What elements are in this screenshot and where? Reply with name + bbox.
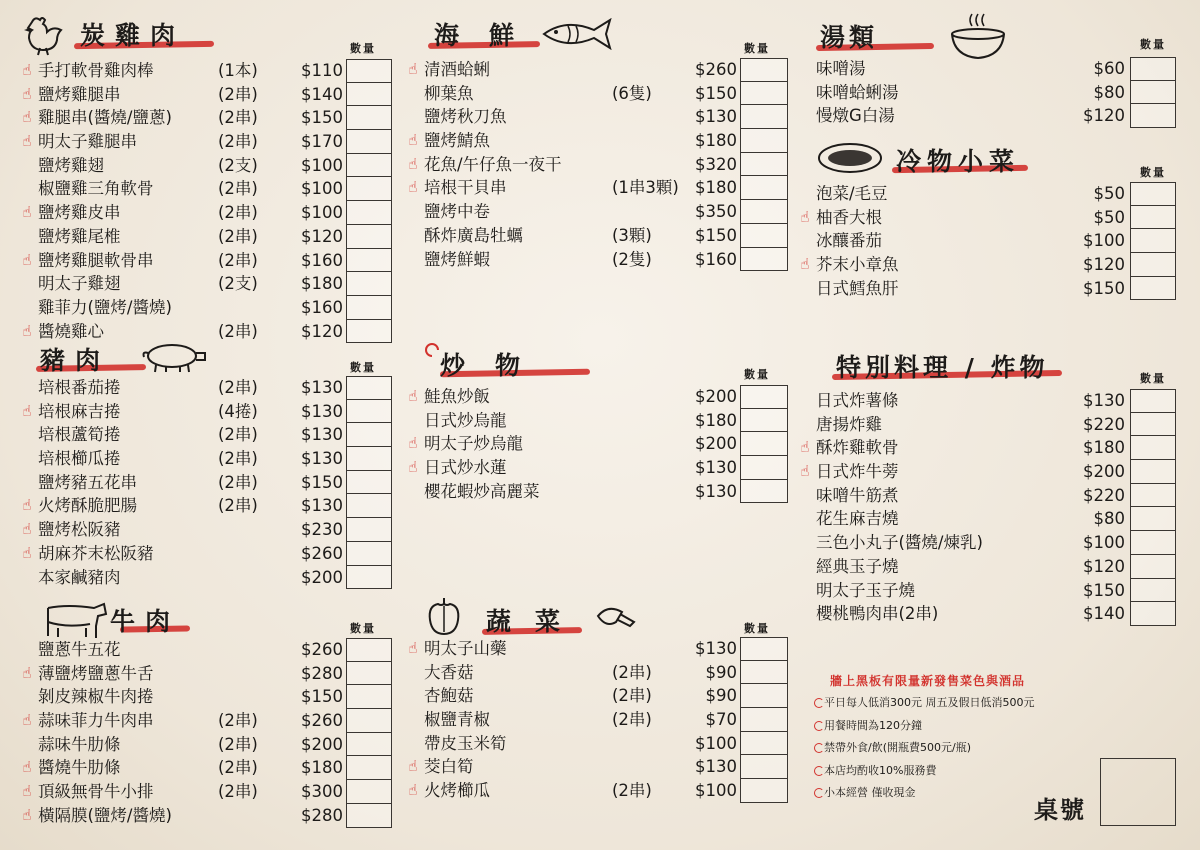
quantity-box[interactable] <box>346 177 392 201</box>
quantity-box[interactable] <box>346 423 392 447</box>
quantity-box[interactable] <box>1130 531 1176 555</box>
item-name: 櫻桃鴨肉串(2串) <box>816 604 939 624</box>
item-price: $180 <box>1083 438 1125 458</box>
quantity-box[interactable] <box>346 709 392 733</box>
item-name: 明太子炒烏龍 <box>424 434 523 454</box>
item-unit: (2串) <box>218 108 258 128</box>
thumbs-up-icon: ☝ <box>22 321 32 340</box>
item-price: $140 <box>1083 604 1125 624</box>
item-price: $60 <box>1093 59 1125 78</box>
quantity-box[interactable] <box>740 385 788 409</box>
quantity-box[interactable] <box>346 272 392 296</box>
quantity-box[interactable] <box>740 58 788 82</box>
item-unit: (2串) <box>218 711 258 731</box>
item-name: 鹽烤雞尾椎 <box>38 226 121 246</box>
quantity-box[interactable] <box>1130 206 1176 230</box>
note-item: 用餐時間為120分鐘 <box>812 715 1172 738</box>
quantity-box[interactable] <box>1130 602 1176 626</box>
quantity-box[interactable] <box>346 662 392 686</box>
item-name: 日式炒烏龍 <box>424 410 507 430</box>
item-name: 花魚/午仔魚一夜干 <box>424 154 562 174</box>
item-price: $200 <box>695 434 737 454</box>
thumbs-up-icon: ☝ <box>408 178 418 197</box>
item-price: $230 <box>301 520 343 540</box>
item-name: 鹽烤雞皮串 <box>38 203 121 223</box>
note-item: 平日每人低消300元 周五及假日低消500元 <box>812 692 1172 715</box>
item-name: 鹽烤雞腿串 <box>38 84 121 104</box>
quantity-box[interactable] <box>740 661 788 685</box>
quantity-box[interactable] <box>346 296 392 320</box>
item-price: $280 <box>301 805 343 825</box>
thumbs-up-icon: ☝ <box>22 758 32 777</box>
quantity-box[interactable] <box>1130 507 1176 531</box>
item-unit: (2串) <box>218 250 258 270</box>
item-unit: (2串) <box>218 179 258 199</box>
quantity-box[interactable] <box>346 249 392 273</box>
item-price: $140 <box>301 84 343 104</box>
quantity-box[interactable] <box>740 684 788 708</box>
quantity-box[interactable] <box>1130 484 1176 508</box>
table-number-label: 桌號 <box>1034 796 1086 824</box>
mushroom-icon <box>594 604 638 630</box>
quantity-box[interactable] <box>740 224 788 248</box>
thumbs-up-icon: ☝ <box>22 108 32 127</box>
item-name: 火烤酥脆肥腸 <box>38 496 137 516</box>
item-name: 椒鹽青椒 <box>424 710 490 730</box>
item-price: $50 <box>1093 184 1125 203</box>
quantity-box[interactable] <box>740 708 788 732</box>
item-unit: (2串) <box>218 472 258 492</box>
item-name: 培根櫛瓜捲 <box>38 449 121 469</box>
item-price: $130 <box>301 496 343 516</box>
quantity-box[interactable] <box>346 733 392 757</box>
item-unit: (2串) <box>218 84 258 104</box>
item-price: $350 <box>695 202 737 222</box>
item-price: $130 <box>695 757 737 777</box>
item-name: 三色小丸子(醬燒/煉乳) <box>816 533 983 553</box>
item-price: $160 <box>301 297 343 317</box>
item-price: $130 <box>695 107 737 127</box>
item-price: $120 <box>1083 255 1125 275</box>
fish-icon <box>540 18 616 50</box>
item-name: 日式炸牛蒡 <box>816 462 899 482</box>
thumbs-up-icon: ☝ <box>408 781 418 800</box>
item-name: 酥炸廣島牡蠣 <box>424 225 523 245</box>
quantity-box[interactable] <box>740 732 788 756</box>
item-name: 手打軟骨雞肉棒 <box>38 61 154 80</box>
thumbs-up-icon: ☝ <box>22 711 32 730</box>
quantity-box[interactable] <box>1130 104 1176 128</box>
item-unit: (1串3顆) <box>612 178 679 198</box>
item-name: 椒鹽雞三角軟骨 <box>38 179 154 199</box>
thumbs-up-icon: ☝ <box>408 458 418 477</box>
item-name: 杏鮑菇 <box>424 686 474 706</box>
item-price: $150 <box>301 108 343 128</box>
item-name: 培根蘆筍捲 <box>38 425 121 445</box>
item-name: 柚香大根 <box>816 207 882 227</box>
item-unit: (2隻) <box>612 249 652 269</box>
item-price: $160 <box>301 250 343 270</box>
item-name: 櫻花蝦炒高麗菜 <box>424 481 540 501</box>
item-price: $110 <box>301 61 343 80</box>
quantity-box[interactable] <box>346 83 392 107</box>
quantity-box[interactable] <box>346 471 392 495</box>
quantity-box[interactable] <box>346 154 392 178</box>
qty-label: 數量 <box>744 622 770 635</box>
table-number-box[interactable] <box>1100 758 1176 826</box>
item-price: $150 <box>1083 580 1125 600</box>
item-name: 醬燒雞心 <box>38 321 104 341</box>
item-price: $130 <box>695 458 737 478</box>
item-price: $130 <box>1083 391 1125 410</box>
qty-label: 數量 <box>744 368 770 381</box>
quantity-box[interactable] <box>346 320 392 344</box>
item-price: $100 <box>695 733 737 753</box>
thumbs-up-icon: ☝ <box>22 84 32 103</box>
item-name: 日式炸薯條 <box>816 391 899 410</box>
item-unit: (2支) <box>218 155 258 175</box>
item-price: $180 <box>301 758 343 778</box>
qty-label: 數量 <box>350 622 376 635</box>
item-price: $70 <box>705 710 737 730</box>
item-price: $180 <box>695 178 737 198</box>
item-unit: (2串) <box>218 425 258 445</box>
item-price: $160 <box>695 249 737 269</box>
item-unit: (2串) <box>218 496 258 516</box>
item-name: 日式炒水蓮 <box>424 458 507 478</box>
note-item: 本店均酌收10%服務費 <box>812 760 1172 783</box>
item-price: $150 <box>695 225 737 245</box>
item-name: 剝皮辣椒牛肉捲 <box>38 687 154 707</box>
quantity-box[interactable] <box>346 201 392 225</box>
quantity-box[interactable] <box>1130 413 1176 437</box>
quantity-box[interactable] <box>1130 389 1176 413</box>
item-name: 泡菜/毛豆 <box>816 184 888 203</box>
thumbs-up-icon: ☝ <box>22 496 32 515</box>
quantity-box[interactable] <box>740 432 788 456</box>
item-price: $50 <box>1093 207 1125 227</box>
item-unit: (2支) <box>218 274 258 294</box>
quantity-box[interactable] <box>1130 436 1176 460</box>
item-price: $280 <box>301 663 343 683</box>
item-price: $120 <box>301 321 343 341</box>
item-name: 清酒蛤蜊 <box>424 60 490 79</box>
item-name: 明太子雞腿串 <box>38 132 137 152</box>
quantity-box[interactable] <box>1130 555 1176 579</box>
section-title: 湯類 <box>820 23 879 52</box>
item-name: 鹽烤雞翅 <box>38 155 104 175</box>
item-unit: (2串) <box>218 449 258 469</box>
item-price: $130 <box>301 449 343 469</box>
notes-headline: 牆上黑板有限量新發售菜色與酒品 <box>830 674 1026 688</box>
item-name: 日式鱈魚肝 <box>816 278 899 298</box>
item-price: $150 <box>301 472 343 492</box>
quantity-box[interactable] <box>346 59 392 83</box>
item-name: 大香菇 <box>424 662 474 682</box>
item-price: $150 <box>1083 278 1125 298</box>
quantity-box[interactable] <box>740 176 788 200</box>
quantity-box[interactable] <box>346 780 392 804</box>
quantity-box[interactable] <box>1130 57 1176 81</box>
item-price: $180 <box>695 410 737 430</box>
item-price: $130 <box>695 481 737 501</box>
item-price: $200 <box>1083 462 1125 482</box>
quantity-box[interactable] <box>1130 460 1176 484</box>
item-name: 鹽烤鮮蝦 <box>424 249 490 269</box>
section-title: 豬肉 <box>40 346 111 375</box>
item-name: 鹽烤松阪豬 <box>38 520 121 540</box>
item-unit: (2串) <box>218 378 258 397</box>
item-name: 胡麻芥末松阪豬 <box>38 543 154 563</box>
quantity-box[interactable] <box>740 409 788 433</box>
item-unit: (2串) <box>218 758 258 778</box>
item-name: 慢燉G白湯 <box>816 106 895 126</box>
quantity-box[interactable] <box>346 130 392 154</box>
note-item: 小本經營 僅收現金 <box>812 782 1172 805</box>
item-name: 味噌湯 <box>816 59 866 78</box>
item-price: $260 <box>301 640 343 659</box>
item-unit: (2串) <box>218 782 258 802</box>
item-name: 鹽蔥牛五花 <box>38 640 121 659</box>
item-price: $100 <box>301 203 343 223</box>
quantity-box[interactable] <box>740 82 788 106</box>
item-price: $300 <box>301 782 343 802</box>
item-price: $100 <box>1083 533 1125 553</box>
qty-label: 數量 <box>350 42 376 55</box>
rooster-icon <box>22 14 68 56</box>
item-price: $260 <box>695 60 737 79</box>
item-unit: (3顆) <box>612 225 652 245</box>
quantity-box[interactable] <box>1130 277 1176 301</box>
quantity-box[interactable] <box>1130 579 1176 603</box>
thumbs-up-icon: ☝ <box>22 61 32 79</box>
item-price: $90 <box>705 686 737 706</box>
item-price: $80 <box>1093 509 1125 529</box>
thumbs-up-icon: ☝ <box>22 543 32 562</box>
item-name: 鹽烤中卷 <box>424 202 490 222</box>
thumbs-up-icon: ☝ <box>800 462 810 481</box>
swirl-icon <box>424 342 440 358</box>
item-unit: (2串) <box>218 132 258 152</box>
thumbs-up-icon: ☝ <box>22 805 32 824</box>
item-price: $130 <box>301 401 343 421</box>
item-price: $170 <box>301 132 343 152</box>
section-title: 海鮮 <box>434 21 545 50</box>
section-title: 牛肉 <box>110 607 181 636</box>
item-name: 醬燒牛肋條 <box>38 758 121 778</box>
item-name: 柳葉魚 <box>424 83 474 103</box>
item-price: $120 <box>1083 556 1125 576</box>
item-name: 明太子玉子燒 <box>816 580 915 600</box>
cow-icon <box>38 600 110 640</box>
item-unit: (2串) <box>612 781 652 801</box>
item-price: $120 <box>301 226 343 246</box>
item-price: $320 <box>695 154 737 174</box>
thumbs-up-icon: ☝ <box>408 434 418 453</box>
quantity-box[interactable] <box>346 566 392 590</box>
item-price: $120 <box>1083 106 1125 126</box>
quantity-box[interactable] <box>346 685 392 709</box>
thumbs-up-icon: ☝ <box>408 60 418 78</box>
item-price: $130 <box>695 639 737 658</box>
item-price: $100 <box>301 179 343 199</box>
quantity-box[interactable] <box>740 200 788 224</box>
item-unit: (2串) <box>218 321 258 341</box>
item-unit: (2串) <box>218 226 258 246</box>
item-name: 鮭魚炒飯 <box>424 387 490 406</box>
thumbs-up-icon: ☝ <box>408 131 418 150</box>
item-name: 雞腿串(醬燒/鹽蔥) <box>38 108 172 128</box>
item-name: 培根番茄捲 <box>38 378 121 397</box>
quantity-box[interactable] <box>740 480 788 504</box>
item-name: 鹽烤秋刀魚 <box>424 107 507 127</box>
quantity-box[interactable] <box>346 106 392 130</box>
quantity-box[interactable] <box>1130 81 1176 105</box>
qty-label: 數量 <box>1140 372 1166 385</box>
item-name: 蒜味牛肋條 <box>38 734 121 754</box>
quantity-box[interactable] <box>740 456 788 480</box>
item-name: 頂級無骨牛小排 <box>38 782 154 802</box>
item-name: 經典玉子燒 <box>816 556 899 576</box>
item-name: 酥炸雞軟骨 <box>816 438 899 458</box>
item-unit: (1本) <box>218 61 258 80</box>
quantity-box[interactable] <box>740 248 788 272</box>
quantity-box[interactable] <box>740 779 788 803</box>
item-name: 培根麻吉捲 <box>38 401 121 421</box>
quantity-box[interactable] <box>346 494 392 518</box>
quantity-box[interactable] <box>346 400 392 424</box>
item-name: 培根干貝串 <box>424 178 507 198</box>
quantity-box[interactable] <box>346 638 392 662</box>
item-price: $220 <box>1083 485 1125 505</box>
item-price: $100 <box>1083 231 1125 251</box>
item-name: 味噌牛筋煮 <box>816 485 899 505</box>
quantity-box[interactable] <box>346 542 392 566</box>
quantity-box[interactable] <box>1130 182 1176 206</box>
qty-label: 數量 <box>350 361 376 374</box>
thumbs-up-icon: ☝ <box>22 782 32 801</box>
item-price: $130 <box>301 425 343 445</box>
quantity-box[interactable] <box>346 376 392 400</box>
thumbs-up-icon: ☝ <box>800 438 810 457</box>
quantity-box[interactable] <box>346 447 392 471</box>
item-unit: (4捲) <box>218 401 258 421</box>
item-price: $260 <box>301 711 343 731</box>
item-name: 火烤櫛瓜 <box>424 781 490 801</box>
item-unit: (2串) <box>612 710 652 730</box>
item-price: $200 <box>301 734 343 754</box>
soup-bowl-icon <box>948 12 1008 64</box>
qty-label: 數量 <box>1140 38 1166 51</box>
item-name: 花生麻吉燒 <box>816 509 899 529</box>
item-price: $200 <box>301 567 343 587</box>
thumbs-up-icon: ☝ <box>22 520 32 539</box>
item-name: 鹽烤豬五花串 <box>38 472 137 492</box>
thumbs-up-icon: ☝ <box>408 639 418 657</box>
quantity-box[interactable] <box>1130 253 1176 277</box>
thumbs-up-icon: ☝ <box>22 203 32 222</box>
pig-icon <box>140 339 208 373</box>
item-unit: (2串) <box>612 662 652 682</box>
item-name: 明太子雞翅 <box>38 274 121 294</box>
quantity-box[interactable] <box>740 129 788 153</box>
quantity-box[interactable] <box>740 153 788 177</box>
quantity-box[interactable] <box>740 755 788 779</box>
item-price: $80 <box>1093 82 1125 102</box>
item-price: $200 <box>695 387 737 406</box>
section-title: 冷物小菜 <box>896 147 1021 176</box>
item-name: 鹽烤雞腿軟骨串 <box>38 250 154 270</box>
quantity-box[interactable] <box>1130 229 1176 253</box>
item-price: $180 <box>695 131 737 151</box>
quantity-box[interactable] <box>740 105 788 129</box>
item-price: $90 <box>705 662 737 682</box>
item-name: 唐揚炸雞 <box>816 414 882 434</box>
quantity-box[interactable] <box>346 804 392 828</box>
thumbs-up-icon: ☝ <box>22 401 32 420</box>
thumbs-up-icon: ☝ <box>22 250 32 269</box>
item-price: $100 <box>301 155 343 175</box>
item-price: $220 <box>1083 414 1125 434</box>
qty-label: 數量 <box>744 42 770 55</box>
thumbs-up-icon: ☝ <box>408 154 418 173</box>
note-item: 禁帶外食/飲(開瓶費500元/瓶) <box>812 737 1172 760</box>
thumbs-up-icon: ☝ <box>22 663 32 682</box>
thumbs-up-icon: ☝ <box>408 387 418 405</box>
plate-icon <box>816 140 884 176</box>
item-name: 冰釀番茄 <box>816 231 882 251</box>
section-title: 特別料理 / 炸物 <box>836 353 1049 382</box>
item-unit: (2串) <box>612 686 652 706</box>
item-price: $130 <box>301 378 343 397</box>
pepper-icon <box>426 594 462 636</box>
quantity-box[interactable] <box>346 756 392 780</box>
thumbs-up-icon: ☝ <box>800 255 810 274</box>
item-name: 蒜味菲力牛肉串 <box>38 711 154 731</box>
section-title: 炒物 <box>440 351 551 380</box>
item-name: 薄鹽烤鹽蔥牛舌 <box>38 663 154 683</box>
qty-label: 數量 <box>1140 166 1166 179</box>
item-price: $180 <box>301 274 343 294</box>
item-unit: (2串) <box>218 734 258 754</box>
thumbs-up-icon: ☝ <box>22 132 32 151</box>
item-name: 明太子山藥 <box>424 639 507 658</box>
item-price: $100 <box>695 781 737 801</box>
thumbs-up-icon: ☝ <box>408 757 418 776</box>
thumbs-up-icon: ☝ <box>800 207 810 226</box>
item-name: 芥末小章魚 <box>816 255 899 275</box>
item-price: $260 <box>301 543 343 563</box>
item-price: $150 <box>301 687 343 707</box>
item-name: 橫隔膜(鹽烤/醬燒) <box>38 805 172 825</box>
item-name: 茭白筍 <box>424 757 474 777</box>
section-title: 蔬菜 <box>486 607 585 636</box>
item-name: 鹽烤鯖魚 <box>424 131 490 151</box>
item-name: 本家鹹豬肉 <box>38 567 121 587</box>
item-price: $150 <box>695 83 737 103</box>
item-unit: (2串) <box>218 203 258 223</box>
quantity-box[interactable] <box>346 518 392 542</box>
quantity-box[interactable] <box>346 225 392 249</box>
item-unit: (6隻) <box>612 83 652 103</box>
item-name: 雞菲力(鹽烤/醬燒) <box>38 297 172 317</box>
quantity-box[interactable] <box>740 637 788 661</box>
item-name: 帶皮玉米筍 <box>424 733 507 753</box>
section-title: 炭雞肉 <box>80 21 186 50</box>
item-name: 味噌蛤蜊湯 <box>816 82 899 102</box>
